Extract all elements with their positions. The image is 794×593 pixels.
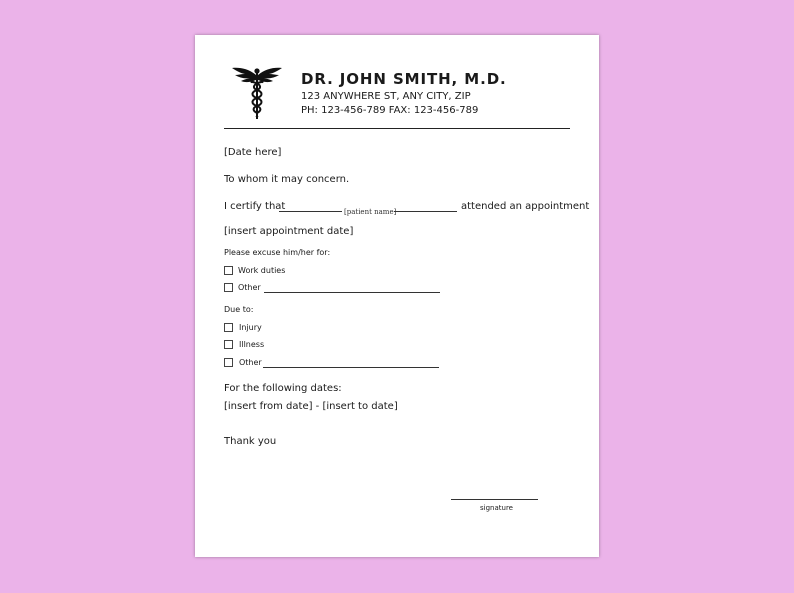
header-divider (224, 128, 570, 129)
work-duties-label: Work duties (238, 266, 286, 275)
closing-text: Thank you (224, 436, 277, 447)
patient-name-line-right (394, 211, 457, 212)
certify-prefix: I certify that (224, 201, 286, 212)
doctor-address: 123 ANYWHERE ST, ANY CITY, ZIP (301, 91, 471, 102)
doctor-name: DR. JOHN SMITH, M.D. (301, 70, 507, 88)
certify-suffix: attended an appointment (461, 201, 590, 212)
patient-name-placeholder: [patient name] (344, 208, 397, 216)
doctor-phone-fax: PH: 123-456-789 FAX: 123-456-789 (301, 105, 479, 116)
appointment-date-placeholder: [insert appointment date] (224, 226, 354, 237)
excuse-other-line[interactable] (264, 292, 440, 293)
doctor-note-page (195, 35, 599, 557)
due-to-other-checkbox[interactable] (224, 358, 233, 367)
due-to-other-label: Other (239, 358, 262, 367)
due-to-heading: Due to: (224, 305, 254, 314)
excuse-other-checkbox[interactable] (224, 283, 233, 292)
patient-name-line-left (279, 211, 342, 212)
dates-heading: For the following dates: (224, 383, 342, 394)
signature-label: signature (480, 504, 513, 512)
caduceus-icon (232, 61, 282, 121)
illness-checkbox[interactable] (224, 340, 233, 349)
date-range-placeholder: [insert from date] - [insert to date] (224, 401, 398, 412)
due-to-other-line[interactable] (263, 367, 439, 368)
excuse-heading: Please excuse him/her for: (224, 248, 331, 257)
date-placeholder: [Date here] (224, 147, 282, 158)
signature-line[interactable] (451, 499, 538, 500)
injury-checkbox[interactable] (224, 323, 233, 332)
salutation: To whom it may concern. (224, 174, 350, 185)
injury-label: Injury (239, 323, 262, 332)
illness-label: Illness (239, 340, 265, 349)
work-duties-checkbox[interactable] (224, 266, 233, 275)
excuse-other-label: Other (238, 283, 261, 292)
